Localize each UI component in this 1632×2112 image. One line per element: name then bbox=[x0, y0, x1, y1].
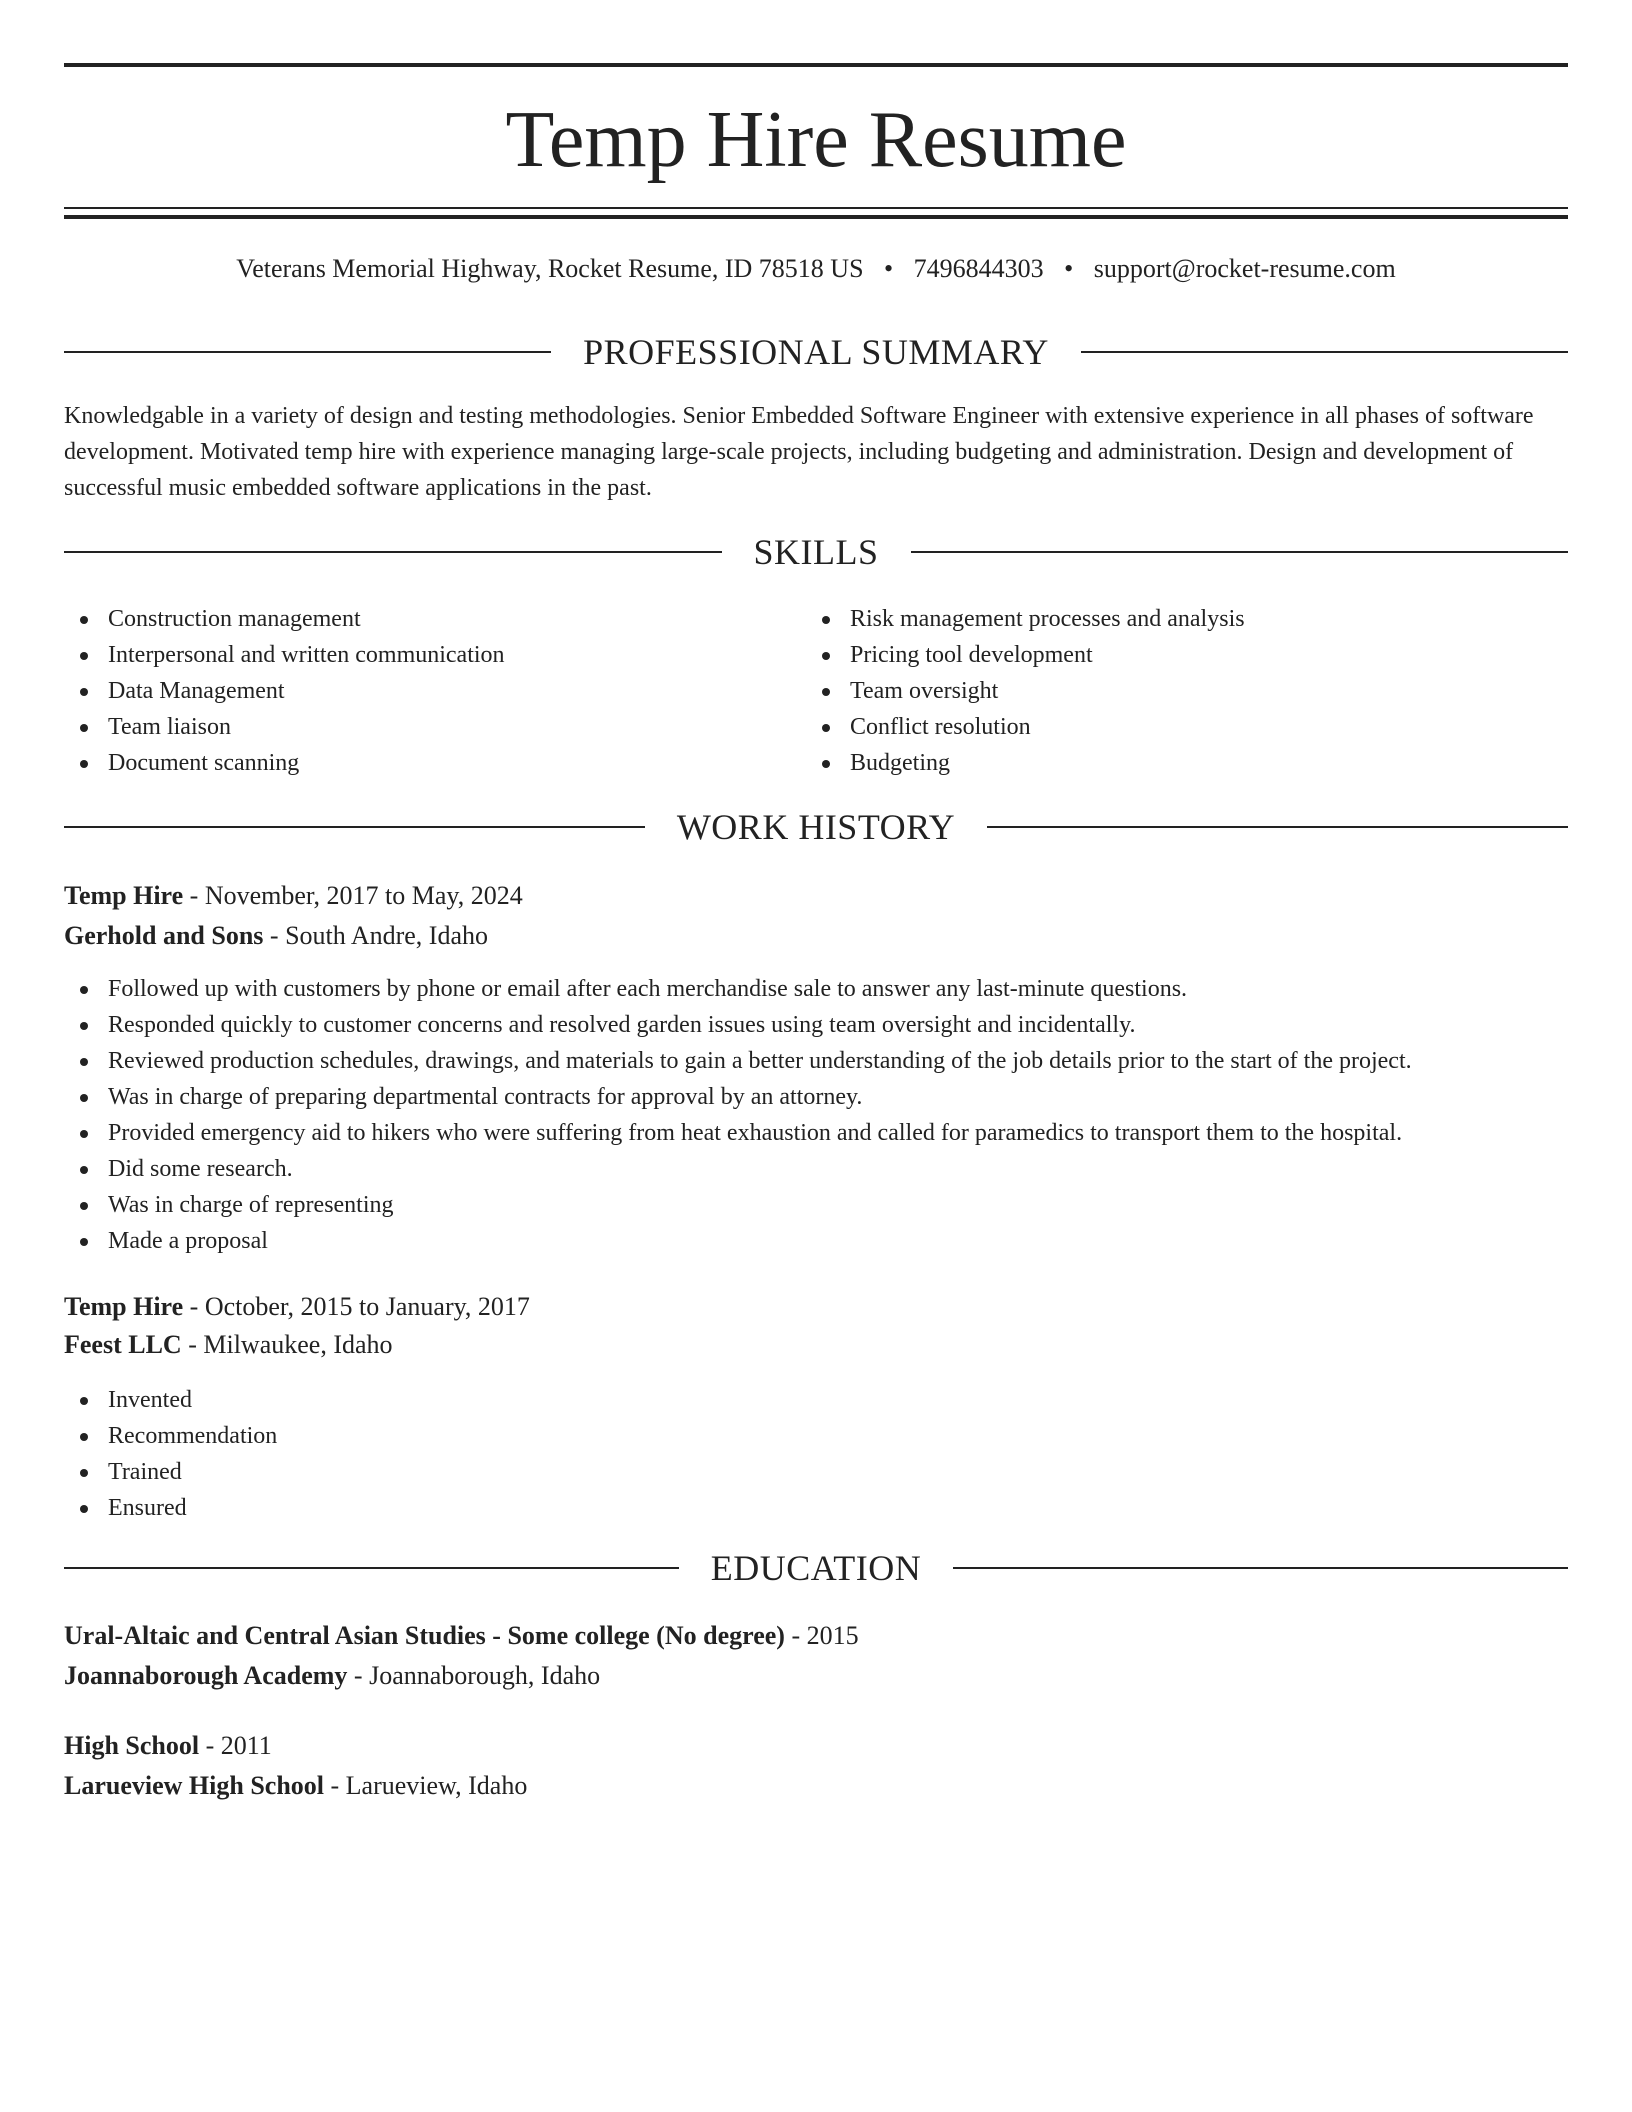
education-program: Ural-Altaic and Central Asian Studies - Some college (No degree) bbox=[64, 1621, 785, 1650]
heading-rule bbox=[64, 1567, 679, 1569]
skill-item: Risk management processes and analysis bbox=[806, 601, 1566, 637]
job-company-line bbox=[64, 1325, 1568, 1365]
skills-list-left bbox=[64, 601, 764, 781]
job-dates: - October, 2015 to January, 2017 bbox=[183, 1292, 530, 1321]
contact-phone: 7496844303 bbox=[913, 254, 1044, 283]
skill-item: Interpersonal and written communication bbox=[64, 637, 764, 673]
heading-rule bbox=[953, 1567, 1568, 1569]
job-duty: Invented bbox=[64, 1382, 1568, 1418]
section-heading-summary bbox=[64, 330, 1568, 374]
skill-item: Document scanning bbox=[64, 745, 764, 781]
contact-address: Veterans Memorial Highway, Rocket Resume, ID 78518 US bbox=[236, 254, 864, 283]
title-rule-thick bbox=[64, 215, 1568, 219]
education-year: - 2011 bbox=[199, 1731, 272, 1760]
job-duty: Was in charge of representing bbox=[64, 1187, 1568, 1223]
job-company-line bbox=[64, 916, 1568, 956]
job-company: Feest LLC bbox=[64, 1330, 182, 1359]
section-title: EDUCATION bbox=[710, 1548, 922, 1588]
job-duty: Was in charge of preparing departmental contracts for approval by an attorney. bbox=[64, 1079, 1568, 1115]
contact-email: support@rocket-resume.com bbox=[1093, 254, 1396, 283]
top-rule bbox=[64, 63, 1568, 67]
job-company: Gerhold and Sons bbox=[64, 921, 264, 950]
job-duties-list bbox=[64, 971, 1568, 1259]
section-title: PROFESSIONAL SUMMARY bbox=[583, 332, 1049, 372]
job-dates: - November, 2017 to May, 2024 bbox=[183, 881, 523, 910]
resume-title: Temp Hire Resume bbox=[505, 96, 1127, 184]
section-title: SKILLS bbox=[753, 532, 879, 572]
job-duty: Reviewed production schedules, drawings, and materials to gain a better understanding of the job details prior to the start of the project. bbox=[64, 1043, 1568, 1079]
education-school-line bbox=[64, 1766, 1568, 1806]
job-location: - Milwaukee, Idaho bbox=[181, 1330, 393, 1359]
job-duty: Responded quickly to customer concerns and resolved garden issues using team oversight and incidentally. bbox=[64, 1007, 1568, 1043]
heading-rule bbox=[911, 551, 1569, 553]
education-school: Joannaborough Academy bbox=[64, 1661, 348, 1690]
skills-list-right bbox=[806, 601, 1566, 781]
heading-rule bbox=[987, 826, 1568, 828]
section-heading-work bbox=[64, 805, 1568, 849]
education-school: Larueview High School bbox=[64, 1771, 325, 1800]
education-location: - Joannaborough, Idaho bbox=[347, 1661, 601, 1690]
contact-line bbox=[64, 253, 1568, 285]
heading-rule bbox=[64, 551, 722, 553]
skill-item: Budgeting bbox=[806, 745, 1566, 781]
title-rule-thin bbox=[64, 207, 1568, 209]
heading-rule bbox=[64, 826, 645, 828]
job-duty: Recommendation bbox=[64, 1418, 1568, 1454]
section-heading-skills bbox=[64, 530, 1568, 574]
skill-item: Construction management bbox=[64, 601, 764, 637]
education-school-line bbox=[64, 1656, 1568, 1696]
job-title: Temp Hire bbox=[64, 881, 184, 910]
heading-rule bbox=[1081, 351, 1568, 353]
education-program-line bbox=[64, 1616, 1568, 1656]
skill-item: Data Management bbox=[64, 673, 764, 709]
education-year: - 2015 bbox=[784, 1621, 859, 1650]
job-duty: Followed up with customers by phone or email after each merchandise sale to answer any last-minute questions. bbox=[64, 971, 1568, 1007]
skill-item: Team liaison bbox=[64, 709, 764, 745]
job-duty: Trained bbox=[64, 1454, 1568, 1490]
skill-item: Conflict resolution bbox=[806, 709, 1566, 745]
education-program: High School bbox=[64, 1731, 200, 1760]
job-title-line bbox=[64, 876, 1568, 916]
section-heading-education bbox=[64, 1546, 1568, 1590]
job-title: Temp Hire bbox=[64, 1292, 184, 1321]
education-program-line bbox=[64, 1726, 1568, 1766]
job-title-line bbox=[64, 1287, 1568, 1327]
job-duty: Ensured bbox=[64, 1490, 1568, 1526]
job-location: - South Andre, Idaho bbox=[263, 921, 488, 950]
job-duties-list bbox=[64, 1382, 1568, 1526]
job-duty: Made a proposal bbox=[64, 1223, 1568, 1259]
education-location: - Larueview, Idaho bbox=[324, 1771, 528, 1800]
contact-separator: • bbox=[884, 254, 894, 283]
summary-text: Knowledgable in a variety of design and testing methodologies. Senior Embedded Software Engineer with extensive experience in all phases of software development. Motivated temp hire with experience managing large-scale projects, including budgeting and administration. Design and development of successful music embedded software applications in the past. bbox=[64, 403, 1534, 501]
contact-separator: • bbox=[1064, 254, 1074, 283]
heading-rule bbox=[64, 351, 551, 353]
skill-item: Pricing tool development bbox=[806, 637, 1566, 673]
job-duty: Provided emergency aid to hikers who were suffering from heat exhaustion and called for paramedics to transport them to the hospital. bbox=[64, 1115, 1568, 1151]
section-title: WORK HISTORY bbox=[676, 807, 956, 847]
skill-item: Team oversight bbox=[806, 673, 1566, 709]
job-duty: Did some research. bbox=[64, 1151, 1568, 1187]
